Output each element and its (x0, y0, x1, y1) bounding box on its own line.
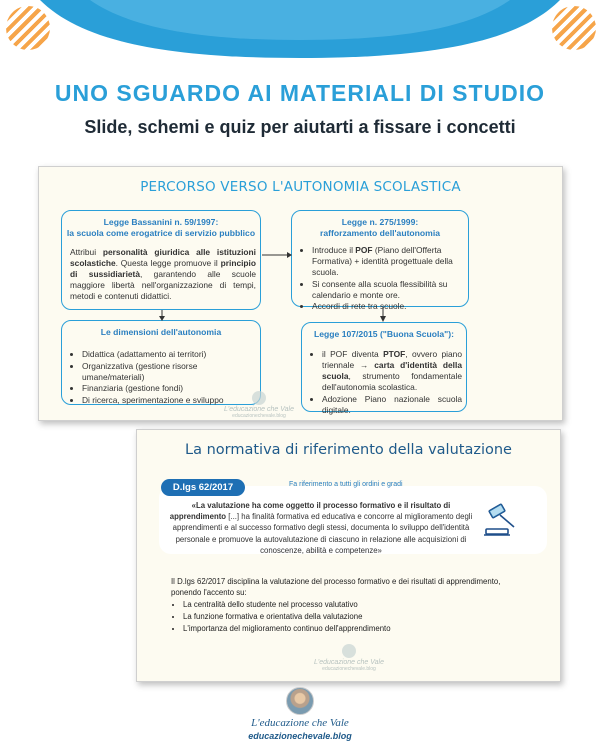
decorative-dots-right (552, 6, 596, 50)
watermark-logo (252, 391, 266, 405)
quote-text: «La valutazione ha come oggetto il processo formativo e il risultato di apprendimento [...] ha finalità formativa ed educativa e concorre al miglioramento degli apprendimenti e al successo formativo degli stessi, documenta lo sviluppo dell'identità personale e promuove la autovalutazione di ciascuno in relazione alle acquisizioni di conoscenze, abilità e competenze» (169, 501, 473, 555)
list-item: • Accordi di rete tra scuole. (312, 301, 464, 312)
valutazione-intro: Il D.lgs 62/2017 disciplina la valutazione del processo formativo e dei risultati di apprendimento, ponendo l'accento su: (171, 577, 501, 597)
watermark-slide2 (299, 644, 399, 672)
valutazione-list (171, 599, 531, 634)
top-wave-decoration (0, 0, 600, 70)
list-item: • Finanziaria (gestione fondi) (82, 383, 258, 394)
box3-heading: Le dimensioni dell'autonomia (100, 327, 222, 337)
watermark (209, 391, 309, 419)
box1-body: Attribui personalità giuridica alle istituzioni scolastiche. Questa legge promuove il principio di sussidiarietà, garantendo alle scuole maggiore libertà nell'organizzazione di tempi, metodi e contenuti didattici. (70, 247, 256, 301)
box2-list (302, 245, 464, 312)
watermark-logo (342, 644, 356, 658)
footer-brand-name: L'educazione che Vale (251, 717, 349, 729)
list-item: • Di ricerca, sperimentazione e sviluppo (82, 395, 258, 406)
slide-autonomia (38, 166, 563, 421)
box2-heading-line1: Legge n. 275/1999: (341, 217, 419, 227)
avatar (286, 687, 314, 715)
arrow-right (261, 249, 293, 261)
watermark-url: educazionechevale.blog (322, 666, 376, 672)
box-legge-bassanini (61, 210, 261, 310)
box4-body (312, 349, 462, 416)
box2-heading-line2: rafforzamento dell'autonomia (320, 228, 440, 238)
list-item: • La funzione formativa e orientativa della valutazione (183, 611, 531, 622)
box2-body (302, 245, 464, 313)
riferimento-note: Fa riferimento a tutti gli ordini e gradi (289, 481, 403, 488)
box4-list (312, 349, 462, 416)
list-item: • Adozione Piano nazionale scuola digitale. (322, 394, 462, 416)
watermark-url: educazionechevale.blog (232, 413, 286, 419)
arrow-down-left (157, 310, 167, 321)
footer-url-link[interactable]: educazionechevale.blog (248, 731, 352, 741)
arrow-down-right (378, 307, 388, 322)
slide2-title: La normativa di riferimento della valutazione (185, 442, 512, 458)
list-item: • La centralità dello studente nel processo valutativo (183, 599, 531, 610)
watermark-name: L'educazione che Vale (314, 659, 384, 666)
gavel-icon (482, 501, 522, 539)
box-buona-scuola (301, 322, 467, 415)
page-subtitle: Slide, schemi e quiz per aiutarti a fissare i concetti (84, 117, 516, 137)
list-item: • Introduce il POF (Piano dell'Offerta Formativa) + identità progettuale della scuola. (312, 245, 464, 278)
box4-heading: Legge 107/2015 ("Buona Scuola"): (314, 329, 454, 339)
list-item: • Didattica (adattamento ai territori) (82, 349, 258, 360)
decorative-dots-left (6, 6, 50, 50)
dlgs-badge: D.lgs 62/2017 (161, 479, 245, 496)
box-legge-275 (291, 210, 469, 311)
list-item: • L'importanza del miglioramento continuo dell'apprendimento (183, 623, 531, 634)
box1-heading-line2: la scuola come erogatrice di servizio pubblico (66, 228, 256, 238)
page-title: UNO SGUARDO AI MATERIALI DI STUDIO (54, 80, 546, 106)
list-item: • il POF diventa PTOF, ovvero piano triennale → carta d'identità della scuola, strumento fondamentale dell'autonomia scolastica. (322, 349, 462, 393)
slide1-title: PERCORSO VERSO L'AUTONOMIA SCOLASTICA (140, 179, 461, 195)
watermark-name: L'educazione che Vale (224, 406, 294, 413)
slide-valutazione (136, 429, 561, 682)
list-item: • Si consente alla scuola flessibilità su calendario e monte ore. (312, 279, 464, 301)
box1-heading-line1: Legge Bassanini n. 59/1997: (103, 217, 219, 227)
valutazione-text (171, 576, 531, 635)
list-item: • Organizzativa (gestione risorse umane/materiali) (82, 361, 258, 383)
